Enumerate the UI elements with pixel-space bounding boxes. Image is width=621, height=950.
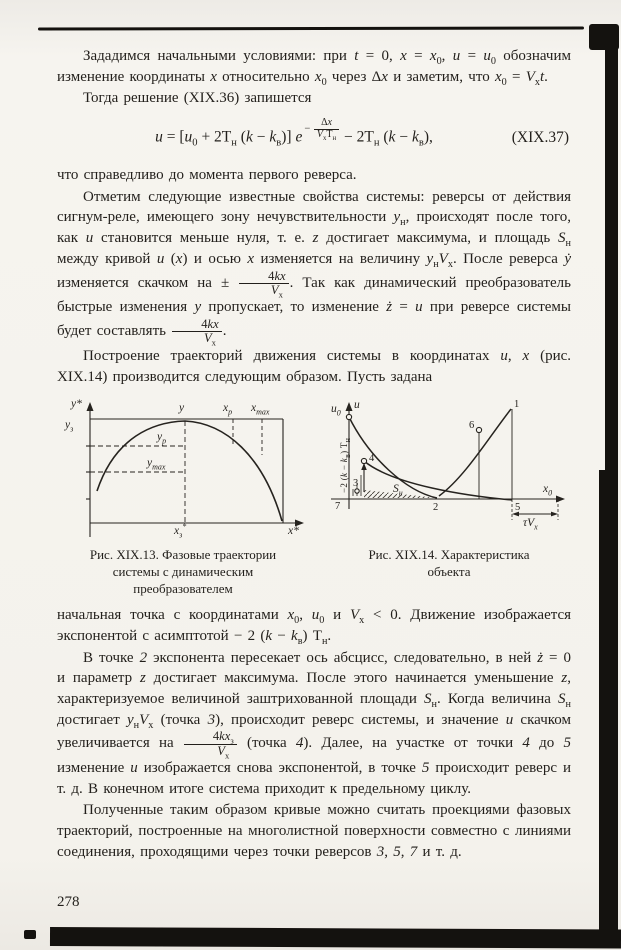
fig13-label-y-z: $y_з$ — [65, 419, 74, 434]
fig13-label-x-p: $x_р$ — [223, 402, 233, 417]
paragraph-solution-intro: Тогда решение (XIX.36) запишется — [83, 90, 312, 107]
figure-xix-13 — [57, 399, 309, 597]
fig13-label-x-max: $x_{max}$ — [251, 402, 270, 417]
scan-edge-speck — [24, 930, 36, 939]
fig13-label-y: y — [179, 402, 185, 415]
fig13-label-y-p: $y_р$ — [157, 431, 167, 446]
fig13-caption: Рис. XIX.13. Фазовые траектории системы с динамическим преобразователем — [89, 547, 277, 596]
figures-row — [57, 399, 571, 597]
fig13-label-y-max: $y_{max}$ — [147, 457, 166, 472]
paragraph-trajectory-construction: Построение траекторий движения системы в координатах u, x (рис. XIX.14) производится следующим образом. Пусть задана — [57, 348, 572, 385]
equation-number: (XIX.37) — [511, 129, 569, 147]
paragraph-initial-point: начальная точка с координатами $x_0$, $u_0$ и $V_x < 0$. Движение изображается экспонентой с асимптотой − 2 $(k - k_в)$ $T_н$. — [57, 607, 572, 647]
page-number: 278 — [57, 894, 80, 910]
phase-trajectories-plot — [57, 399, 309, 541]
paragraph-conclusion: Полученные таким образом кривые можно считать проекциями фазовых траекторий, построенные на многолистной поверхности совместно с линиями соединения, проходящими через точки реверсов 3, 5, 7 и т. д. — [57, 802, 571, 860]
equation-body: $u = [u_0 + 2T_н$ $(k - k_в)$] e − $\frac{\Delta x}{V_xT_н}$ − $2T_н$ $(k - k_в)$, — [155, 117, 433, 149]
fig14-caption: Рис. XIX.14. Характеристика объекта — [368, 547, 530, 580]
scan-edge-top — [38, 27, 584, 31]
fig14-label-x0: $x_0$ — [543, 483, 553, 498]
fig13-label-x-star: x* — [288, 525, 299, 538]
paragraph-initial-conditions: Зададимся начальными условиями: при t = 0, $x = x_0$, $u = u_0$ обозначим изменение координаты x относительно $x_0$ через Δx и заметим, что $x_0 = V_xt$. — [57, 48, 571, 88]
fig13-canvas — [57, 399, 309, 541]
equation-xix-37 — [57, 118, 571, 158]
fig14-canvas — [327, 399, 571, 541]
fig13-label-y-star: y* — [71, 398, 82, 411]
fig14-label-point-6: 6 — [469, 420, 475, 432]
fig14-label-u0: $u_0$ — [331, 403, 341, 418]
scan-edge-bottom — [50, 927, 621, 948]
figure-xix-14 — [327, 399, 571, 580]
fig14-label-point-5: 5 — [515, 502, 521, 514]
fig14-label-s-n: $S_н$ — [393, 483, 403, 498]
fig13-label-x-z-star: $x_з^*$ — [174, 522, 187, 540]
fig14-label-tau-vx: $\tau V_x$ — [523, 517, 538, 532]
fig14-label-point-2: 2 — [433, 502, 439, 514]
fig14-label-point-4: 4 — [369, 453, 375, 465]
fig14-label-asymptote: −2 $(k - k_в)$ $T_н$ — [339, 438, 352, 494]
fig14-label-point-3: 3 — [353, 478, 359, 490]
page-content — [57, 46, 571, 863]
fig14-label-u: u — [354, 399, 360, 412]
paragraph-validity: что справедливо до момента первого реверса. — [57, 167, 357, 184]
paragraph-point-2-analysis: В точке 2 экспонента пересекает ось абсцисс, следовательно, в ней ż = 0 и параметр z достигает максимума. После этого начинается уменьшение z, характеризуемое величиной заштрихованной площади $S_н$. Когда величина $S_н$ достигает $y_нV_x$ (точка 3), происходит реверс системы, и значение u скачком увеличивается на $\frac{4kx_з}{V_x}$ (точка 4). Далее, на участке от точки 4 до 5 изменение u изображается снова экспонентой, в точке 5 происходит реверс и т. д. В конечном итоге система приходит к предельному циклу. — [57, 649, 571, 797]
paragraph-system-properties: Отметим следующие известные свойства системы: реверсы от действия сигнум-реле, имеющего зону нечувствительности $y_н$, происходят после того, как u становится меньше нуля, т. е. z достигает максимума, и площадь $S_н$ между кривой u (x) и осью x изменяется на величину $y_нV_x$. После реверса ẏ изменяется скачком на ± $\frac{4kx}{V_x}$ . Так как динамический преобразователь быстрые изменения y пропускает, то изменение ż = u при реверсе системы будет составлять $\frac{4kx}{V_x}$ . — [57, 188, 572, 348]
fig14-label-point-7: 7 — [335, 501, 341, 513]
scan-edge-right-lower — [599, 470, 618, 932]
fig14-label-point-1: 1 — [514, 399, 520, 411]
